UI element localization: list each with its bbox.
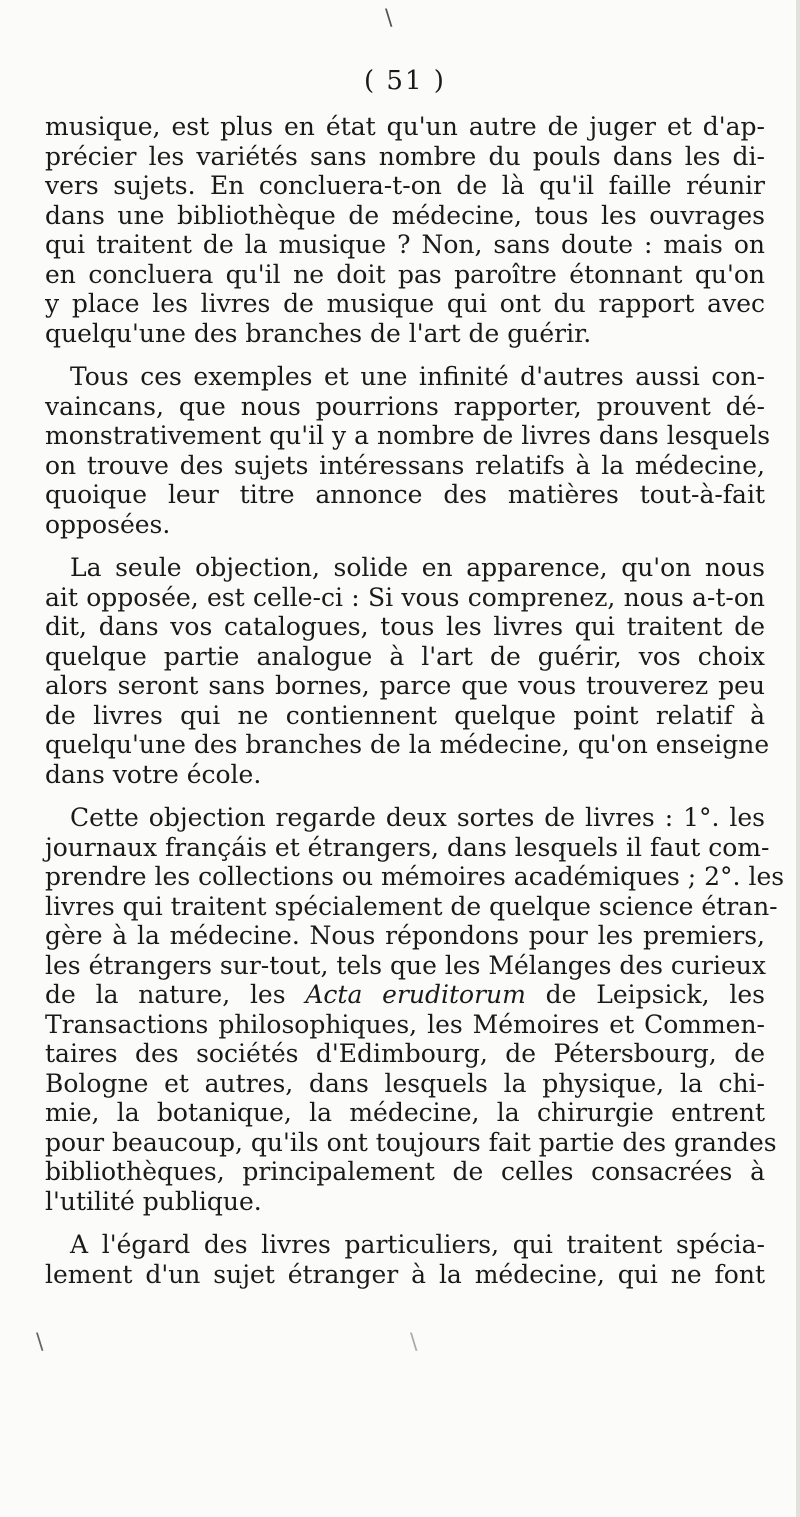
paragraph-4 [45,803,785,1216]
text-line: de livres qui ne contiennent quelque point relatif à [45,700,765,730]
top-mark: \ [385,6,393,31]
text-line: en concluera qu'il ne doit pas paroître étonnant qu'on [45,259,765,289]
text-line: dans votre école. [45,759,262,789]
text-line: bibliothèques, principalement de celles consacrées à [45,1157,765,1186]
text-line: dans une bibliothèque de médecine, tous les ouvrages [45,200,765,230]
body-text [45,112,785,1303]
text-line: quoique leur titre annonce des matières tout-à-fait [45,480,765,509]
text-line: A l'égard des livres particuliers, qui traitent spécia- [70,1230,765,1259]
paragraph-1 [45,112,765,348]
text-line: quelque partie analogue à l'art de guérir, vos choix [45,641,765,671]
text-line: on trouve des sujets intéressans relatifs à la médecine, [45,450,765,480]
text-line: pour beaucoup, qu'ils ont toujours fait partie des grandes [45,1127,777,1157]
text-line: mie, la botanique, la médecine, la chirurgie entrent [45,1098,765,1127]
text-line: Bologne et autres, dans lesquels la physique, la chi- [45,1068,765,1098]
text-line: Tous ces exemples et une infinité d'autres aussi con- [70,362,765,391]
text-line: les étrangers sur-tout, tels que les Mélanges des curieux [45,950,766,980]
text-line: journaux françáis et étrangers, dans lesquels il faut com- [45,832,770,862]
text-line: précier les variétés sans nombre du pouls dans les di- [45,141,765,171]
bottom-mark-right: \ [410,1330,418,1355]
text-line: taires des sociétés d'Edimbourg, de Pétersbourg, de [45,1039,765,1068]
text-line: quelqu'une des branches de la médecine, qu'on enseigne [45,730,770,759]
text-line: vers sujets. En concluera-t-on de là qu'il faille réunir [45,171,765,200]
text-line: de la nature, les Acta eruditorum de Leipsick, les [45,980,766,1009]
text-line: musique, est plus en état qu'un autre de juger et d'ap- [45,112,765,141]
page-number: ( 51 ) [364,66,446,96]
text-line: livres qui traitent spécialement de quelque science étran- [45,891,778,921]
text-line: alors seront sans bornes, parce que vous trouverez peu [45,671,765,700]
text-line: lement d'un sujet étranger à la médecine, qui ne font [45,1259,765,1289]
text-line: l'utilité publique. [45,1186,262,1216]
text-line: La seule objection, solide en apparence, qu'on nous [70,553,765,582]
paragraph-2 [45,362,771,539]
text-line: Transactions philosophiques, les Mémoires et Commen- [45,1009,765,1039]
text-line: monstrativement qu'il y a nombre de livres dans lesquels [45,421,771,450]
text-line: Cette objection regarde deux sortes de livres : 1°. les [70,803,765,832]
text-line: ait opposée, est celle-ci : Si vous comprenez, nous a-t-on [45,582,765,612]
text-line: gère à la médecine. Nous répondons pour les premiers, [45,921,765,950]
text-line: y place les livres de musique qui ont du rapport avec [45,289,765,318]
text-line: quelqu'une des branches de l'art de guérir. [45,318,592,348]
paragraph-3 [45,553,770,789]
text-line: vaincans, que nous pourrions rapporter, prouvent dé- [45,391,765,421]
paragraph-5 [45,1230,765,1289]
italic-title: Acta eruditorum [305,980,526,1009]
text-line: qui traitent de la musique ? Non, sans doute : mais on [45,230,765,259]
bottom-mark-left: \ [36,1330,44,1355]
text-line: prendre les collections ou mémoires académiques ; 2°. les [45,862,785,891]
page-edge [796,0,800,1517]
text-line: opposées. [45,509,171,539]
text-line: dit, dans vos catalogues, tous les livres qui traitent de [45,612,765,641]
